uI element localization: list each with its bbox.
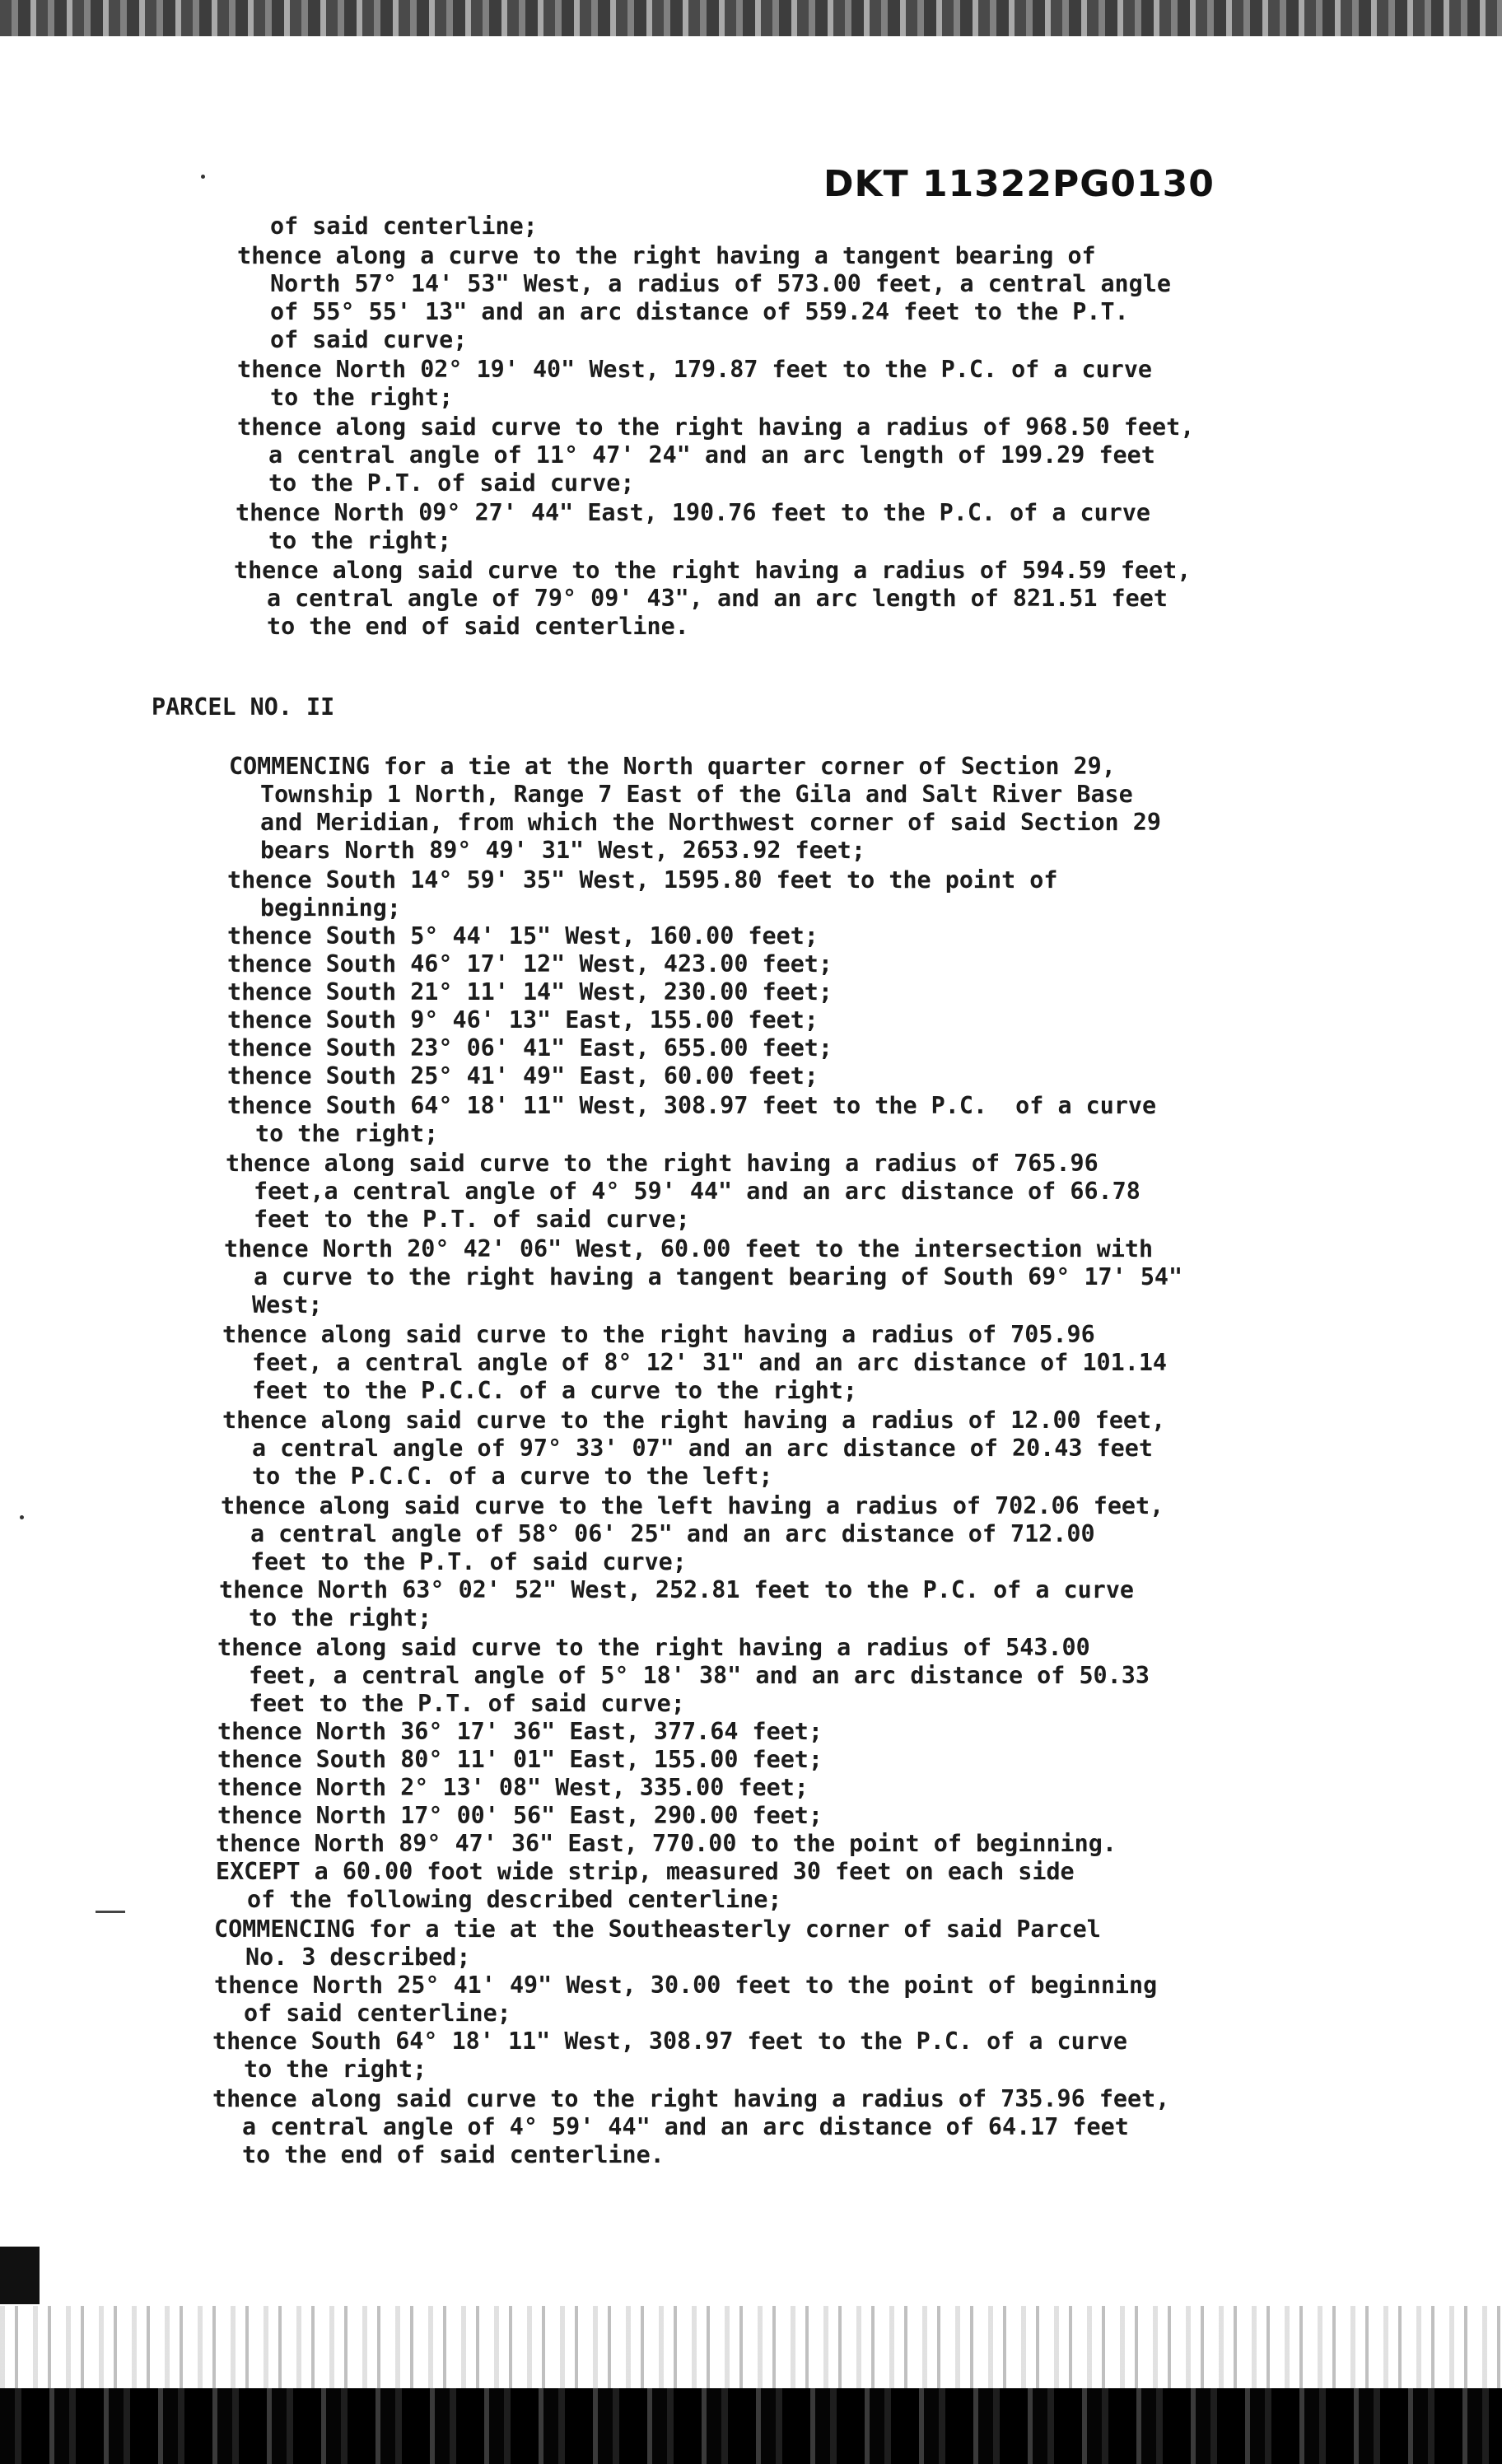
text-line: of said centerline; xyxy=(270,212,538,240)
text-line: thence South 5° 44' 15" West, 160.00 feet; xyxy=(227,922,819,950)
text-line: thence along a curve to the right having a tangent bearing of xyxy=(237,242,1096,269)
scan-artifact-bottom-edge xyxy=(0,2388,1502,2464)
text-line: a central angle of 58° 06' 25" and an arc distance of 712.00 xyxy=(250,1520,1095,1547)
text-line: EXCEPT a 60.00 foot wide strip, measured 30 feet on each side xyxy=(216,1858,1075,1885)
text-line: a central angle of 11° 47' 24" and an arc length of 199.29 feet xyxy=(268,441,1155,469)
text-line: feet,a central angle of 4° 59' 44" and an arc distance of 66.78 xyxy=(254,1178,1140,1205)
text-line: thence North 63° 02' 52" West, 252.81 feet to the P.C. of a curve xyxy=(219,1576,1135,1603)
text-line: to the right; xyxy=(244,2056,427,2083)
text-line: a curve to the right having a tangent bearing of South 69° 17' 54" xyxy=(254,1263,1183,1290)
text-line: thence North 09° 27' 44" East, 190.76 feet to the P.C. of a curve xyxy=(236,499,1151,526)
text-line: West; xyxy=(252,1291,323,1318)
text-line: to the right; xyxy=(270,384,454,411)
margin-dot xyxy=(201,175,205,179)
text-line: to the P.T. of said curve; xyxy=(268,469,635,497)
text-line: thence along said curve to the right having a radius of 12.00 feet, xyxy=(222,1407,1166,1434)
text-line: thence North 36° 17' 36" East, 377.64 feet; xyxy=(217,1718,823,1745)
text-line: Township 1 North, Range 7 East of the Gila and Salt River Base xyxy=(260,781,1133,808)
text-line: thence South 9° 46' 13" East, 155.00 feet; xyxy=(227,1006,819,1034)
text-line: thence along said curve to the left having a radius of 702.06 feet, xyxy=(221,1492,1164,1519)
text-line: to the end of said centerline. xyxy=(242,2141,665,2168)
text-line: and Meridian, from which the Northwest corner of said Section 29 xyxy=(260,809,1161,836)
docket-stamp: DKT 11322PG0130 xyxy=(823,163,1215,205)
text-line: COMMENCING for a tie at the Southeasterly corner of said Parcel xyxy=(214,1916,1101,1943)
text-line: thence North 02° 19' 40" West, 179.87 feet to the P.C. of a curve xyxy=(237,356,1153,383)
text-line: a central angle of 97° 33' 07" and an arc distance of 20.43 feet xyxy=(252,1435,1153,1462)
text-line: thence South 21° 11' 14" West, 230.00 feet; xyxy=(227,978,833,1006)
text-line: feet to the P.T. of said curve; xyxy=(254,1206,690,1233)
text-line: thence South 64° 18' 11" West, 308.97 feet to the P.C. of a curve xyxy=(212,2028,1128,2055)
text-line: thence South 23° 06' 41" East, 655.00 feet; xyxy=(227,1034,833,1062)
text-line: North 57° 14' 53" West, a radius of 573.00 feet, a central angle xyxy=(270,270,1171,297)
text-line: thence along said curve to the right having a radius of 765.96 xyxy=(226,1150,1099,1177)
text-line: thence North 89° 47' 36" East, 770.00 to the point of beginning. xyxy=(216,1830,1117,1857)
margin-dot xyxy=(20,1515,24,1519)
text-line: No. 3 described; xyxy=(245,1944,471,1971)
text-line: thence South 80° 11' 01" East, 155.00 feet; xyxy=(217,1746,823,1773)
text-line: COMMENCING for a tie at the North quarter corner of Section 29, xyxy=(229,753,1116,780)
text-line: thence along said curve to the right having a radius of 968.50 feet, xyxy=(237,413,1195,441)
text-line: thence North 2° 13' 08" West, 335.00 feet; xyxy=(217,1774,809,1801)
text-line: a central angle of 4° 59' 44" and an arc distance of 64.17 feet xyxy=(242,2113,1129,2140)
text-line: of 55° 55' 13" and an arc distance of 559.24 feet to the P.T. xyxy=(270,298,1129,325)
text-line: thence North 25° 41' 49" West, 30.00 feet to the point of beginning xyxy=(214,1972,1158,1999)
text-line: feet to the P.T. of said curve; xyxy=(250,1548,687,1575)
parcel-heading: PARCEL NO. II xyxy=(152,693,335,721)
text-line: thence along said curve to the right having a radius of 735.96 feet, xyxy=(212,2085,1170,2112)
text-line: to the P.C.C. of a curve to the left; xyxy=(252,1463,773,1490)
text-line: feet, a central angle of 5° 18' 38" and an arc distance of 50.33 xyxy=(249,1662,1150,1689)
text-line: to the end of said centerline. xyxy=(267,613,689,640)
text-line: to the right; xyxy=(255,1120,439,1147)
text-line: feet to the P.C.C. of a curve to the right; xyxy=(252,1377,857,1404)
text-line: a central angle of 79° 09' 43", and an arc length of 821.51 feet xyxy=(267,585,1168,612)
scan-artifact-top xyxy=(0,0,1502,36)
text-line: thence South 25° 41' 49" East, 60.00 feet; xyxy=(227,1062,819,1090)
text-line: of said centerline; xyxy=(244,2000,511,2027)
scan-artifact-bottom-band xyxy=(0,2306,1502,2388)
text-line: thence North 17° 00' 56" East, 290.00 feet; xyxy=(217,1802,823,1829)
text-line: thence along said curve to the right having a radius of 705.96 xyxy=(222,1321,1095,1348)
text-line: bears North 89° 49' 31" West, 2653.92 feet; xyxy=(260,837,865,864)
text-line: thence South 46° 17' 12" West, 423.00 feet; xyxy=(227,950,833,978)
text-line: of the following described centerline; xyxy=(247,1886,782,1913)
text-line: thence South 14° 59' 35" West, 1595.80 feet to the point of xyxy=(227,866,1058,894)
margin-dash xyxy=(96,1911,125,1913)
text-line: feet, a central angle of 8° 12' 31" and an arc distance of 101.14 xyxy=(252,1349,1168,1376)
text-line: beginning; xyxy=(260,894,401,922)
scan-artifact-left-mark xyxy=(0,2247,40,2304)
text-line: of said curve; xyxy=(270,326,468,353)
text-line: thence South 64° 18' 11" West, 308.97 feet to the P.C. of a curve xyxy=(227,1092,1157,1119)
text-line: feet to the P.T. of said curve; xyxy=(249,1690,685,1717)
text-line: thence North 20° 42' 06" West, 60.00 feet to the intersection with xyxy=(224,1235,1154,1262)
text-line: to the right; xyxy=(268,527,452,554)
text-line: thence along said curve to the right having a radius of 594.59 feet, xyxy=(234,557,1192,584)
text-line: thence along said curve to the right having a radius of 543.00 xyxy=(217,1634,1090,1661)
text-line: to the right; xyxy=(249,1604,432,1631)
